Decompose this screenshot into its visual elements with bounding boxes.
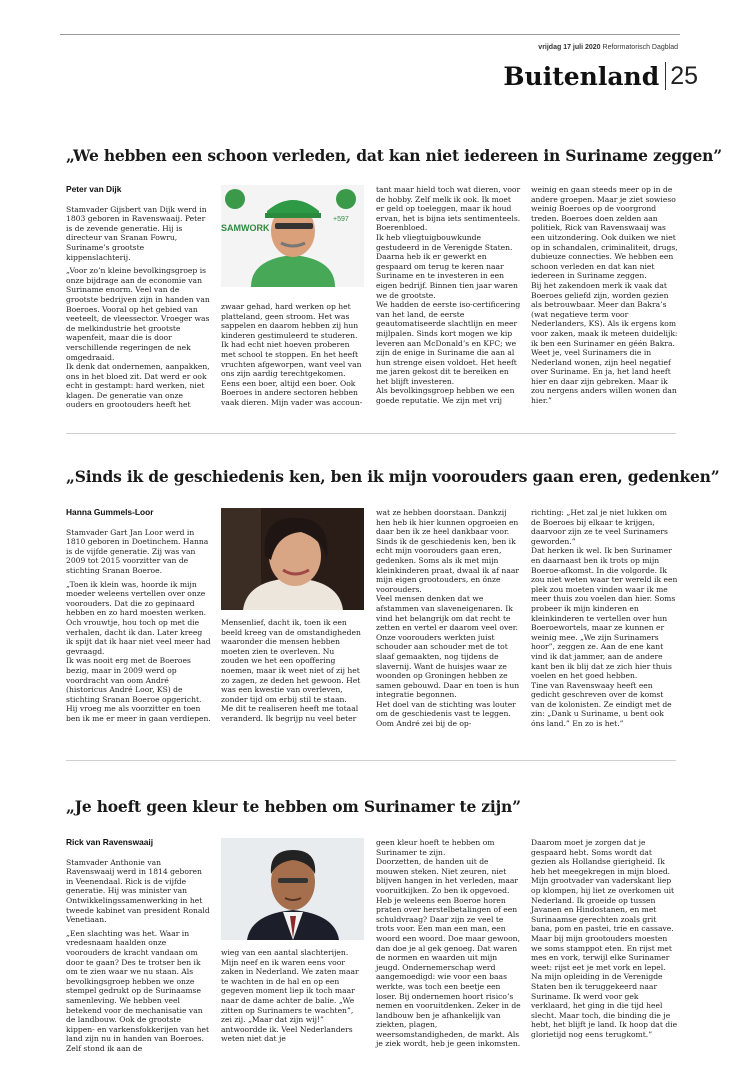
article-3-paragraph: Daarom moet je zorgen dat je gespaard hebt. Soms wordt dat gezien als Hollandse gierigheid. Ik heb het meegekregen in mijn bloed. (531, 838, 671, 876)
article-1-paragraph: We hadden de eerste iso-certificering van het land, de eerste geautomatiseerde slachtlijn en meer mijlpalen. Sinds kort mogen we kip leveren aan McDonald’s en KFC; we zijn de enige in Suriname die aan al hun strenge eisen voldoet. Het heeft me jaren gekost dit te bereiken en het blijft investeren. (376, 300, 521, 386)
article-1-col3 (376, 185, 521, 410)
article-2-col3 (376, 508, 521, 730)
article-divider (66, 433, 676, 434)
article-1-paragraph: Ik heb vliegtuigbouwkunde gestudeerd in de Verenigde Staten. Daarna heb ik er gewerkt en gespaard om terug te keren naar Suriname en te investeren in een eigen bedrijf. Binnen tien jaar waren we de grootste. (376, 232, 518, 300)
article-2-paragraph: Me dit te realiseren heeft me totaal veranderd. Ik begrijp nu veel beter (221, 704, 359, 723)
article-3-paragraph: Doorzetten, de handen uit de mouwen steken. Niet zeuren, niet blijven hangen in het verleden, maar vooruitkijken. Zo ben ik opgevoed. Heb je weleens een Boeroe horen praten over herstelbetalingen of een schuldvraag? Daar zijn ze veel te trots voor. Een man een man, een woord een woord. Doe maar gewoon, dan doe je al gek genoeg. Dat waren de normen en waarden uit mijn jeugd. Ondernemerschap werd aangemoedigd: wie voor een baas werkte, was toch een beetje een loser. Bij ondernemen hoort risico’s nemen en vooruitdenken. Zeker in de landbouw ben je afhankelijk van ziekten, plagen, weersomstandigheden, de markt. Als je ziek wordt, heb je geen inkomsten. (376, 857, 521, 1049)
article-1-intro: Stamvader Gijsbert van Dijk werd in 1803 geboren in Ravenswaaij. Peter is de zevende generatie. Hij is directeur van Sranan Fowru, Suriname’s grootste kippenslachterij. (66, 204, 207, 262)
article-3-paragraph: „Een slachting was het. Waar in vredesnaam haalden onze voorouders de kracht vandaan om door te gaan? Des te trotser ben ik om te zien waar we nu staan. Als bevolkingsgroep hebben we onze stempel gedrukt op de Surinaamse samenleving. We hebben veel betekend voor de mechanisatie van de landbouw. Ook de grootste kippen- en varkensfokkerijen van het land zijn nu in handen van Boeroes. Zelf stond ik aan de (66, 928, 210, 1053)
article-2-paragraph: Dat herken ik wel. Ik ben Surinamer en daarnaast ben ik trots op mijn Boeroe-afkomst. In die volgorde. Ik zou niet weten waar ter wereld ik een plek zou moeten vinden waar ik me meer thuis zou voelen dan hier. Soms probeer ik mijn kinderen en kleinkinderen te vertellen over hun Boeroewortels, maar ze kunnen er weinig mee. „We zijn Surinamers hoor”, zeggen ze. Aan de ene kant vind ik dat jammer, aan de andere kant ben ik blij dat ze zich hier thuis voelen en het goed hebben. (531, 546, 678, 681)
sign-lettering-phone: +597 (333, 216, 349, 223)
publication-name: Reformatorisch Dagblad (602, 44, 678, 51)
article-2-col4 (531, 508, 678, 730)
article-3-author: Rick van Ravenswaaij (66, 837, 154, 847)
article-1-photo (221, 185, 364, 287)
article-2-paragraph: wat ze hebben doorstaan. Dankzij hen heb ik hier kunnen opgroeien en daar ben ik ze heel dankbaar voor. Sinds ik de geschiedenis ken, ben ik echt mijn voorouders gaan eren, gedenken. Soms als ik met mijn kleinkinderen praat, dwaal ik af naar mijn eigen grootouders, en ónze voorouders. (376, 508, 520, 594)
article-2-intro: Stamvader Gart Jan Loor werd in 1810 geboren in Doetinchem. Hanna is de vijfde generatie. Zij was van 2009 tot 2015 voorzitter van de stichting Sranan Boeroe. (66, 527, 209, 575)
article-1-col4 (531, 185, 678, 410)
page-separator (665, 62, 666, 90)
article-1-paragraph: Bij het zakendoen merk ik vaak dat Boeroes geliefd zijn, worden gezien als betrouwbaar. Meer dan Bakra’s (wat negatieve term voor Nederlanders, KS). Als ik ergens kom voor zaken, maak ik meteen duidelijk: ik ben een Surinamer en géén Bakra. Weet je, veel Surinamers die in Nederland wonen, zijn heel negatief over Suriname. En ja, het land heeft hier en daar zijn gebreken. Maar ik zou nergens anders willen wonen dan hier.” (531, 280, 678, 406)
article-3-paragraph: Na mijn opleiding in de Verenigde Staten ben ik teruggekeerd naar Suriname. Ik werd voor gek verklaard, het ging in die tijd heel slecht. Maar toch, die binding die je hebt, het blijft je land. Ik hoop dat die glorietijd nog eens terugkomt.” (531, 972, 678, 1039)
article-2-col2 (221, 618, 364, 730)
issue-date: vrijdag 17 juli 2020 (538, 44, 601, 51)
article-2-paragraph: Ik was nooit erg met de Boeroes bezig, maar in 2009 werd op voordracht van oom André (historicus André Loor, KS) de stichting Sranan Boeroe opgericht. Hij vroeg me als voorzitter en toen ben ik me er meer in gaan verdiepen. (66, 656, 211, 723)
article-3-paragraph: geen kleur hoeft te hebben om Surinamer te zijn. (376, 838, 495, 857)
article-1-paragraph: „Voor zo’n kleine bevolkingsgroep is onze bijdrage aan de economie van Suriname enorm. Veel van de grootste bedrijven zijn in handen van Boeroes. Vooral op het gebied van veeteelt, de vleessector. Vroeger was de melkindustrie het grootste wapenfeit, maar die is door verschillende regeringen de nek omgedraaid. (66, 266, 210, 362)
page-number: 25 (670, 61, 698, 90)
article-3-col4 (531, 838, 678, 1040)
article-1-paragraph: Als bevolkingsgroep hebben we een goede reputatie. We zijn met vrij (376, 386, 515, 406)
article-2-photo (221, 508, 364, 610)
article-1-col2 (221, 302, 364, 410)
article-3-paragraph: wieg van een aantal slachterijen. Mijn neef en ik waren eens voor zaken in Nederland. We zaten maar te wachten in de hal en op een gegeven moment liep ik toch maar naar de dame achter de balie. „We zitten op Surinamers te wachten”, zei zij. „Maar dat zijn wij!” antwoordde ik. Veel Nederlanders weten niet dat je (221, 948, 359, 1044)
article-2-author: Hanna Gummels-Loor (66, 507, 154, 517)
article-1-col1 (66, 185, 211, 410)
article-3-col1 (66, 837, 211, 1053)
sign-lettering: SAMWORK (221, 223, 270, 233)
article-divider (66, 760, 676, 761)
section-title: Buitenland (503, 61, 660, 91)
article-1-author: Peter van Dijk (66, 184, 122, 194)
article-2-paragraph: Mensenlief, dacht ik, toen ik een beeld kreeg van de omstandigheden waaronder die mensen hebben moeten zien te overleven. Nu zouden we het een opoffering noemen, maar ik weet niet of zij het zo zagen, ze deden het gewoon. Het was een kwestie van overleven, zonder tijd om erbij stil te staan. (221, 618, 361, 704)
article-2-paragraph: „Toen ik klein was, hoorde ik mijn moeder weleens vertellen over onze voorouders. Dat die zo gepinaard hebben en zo hard moesten werken. Och vrouwtje, hou toch op met die verhalen, dacht ik dan. Later kreeg ik spijt dat ik haar niet veel meer had gevraagd. (66, 579, 211, 656)
article-1-paragraph: Ik denk dat ondernemen, aanpakken, ons in het bloed zit. Dat werd er ook echt in gestampt: hard werken, niet klagen. De generatie van onze ouders en grootouders heeft het (66, 362, 210, 410)
article-2-paragraph: Veel mensen denken dat we afstammen van slaveneigenaren. Ik vind het belangrijk om dat recht te zetten en vertel er daarom veel over. Onze voorouders werkten juist schouder aan schouder met de tot slaaf gemaakten, nog tijdens de slavernij. Want de huisjes waar ze woonden op Groningen hebben ze samen gebouwd. Daar en toen is hun integratie begonnen. (376, 594, 520, 700)
article-3-col2 (221, 948, 364, 1044)
dateline (538, 44, 678, 51)
section-header (503, 58, 698, 94)
article-2-col1 (66, 508, 211, 730)
article-3-intro: Stamvader Anthonie van Ravenswaaij werd in 1814 geboren in Veenendaal. Rick is de vijfde generatie. Hij was minister van Ontwikkelingssamenwerking in het tweede kabinet van president Ronald Venetiaan. (66, 857, 210, 925)
article-2-paragraph: Tine van Ravenswaay heeft een gedicht geschreven over de komst van de kolonisten. Ze eindigt met de zin: „Dank u Suriname, u bent ook óns land.” En zo is het.” (531, 680, 672, 729)
article-3-paragraph: Mijn grootvader van vaderskant liep op klompen, hij liet ze overkomen uit Nederland. Ik groeide op tussen Javanen en Hindostanen, en met Surinaamse gerechten zoals grit bana, pom en pastei, trie en cassave. Maar bij mijn grootouders moesten we soms stamppot eten. En rijst met mes en vork, terwijl elke Surinamer weet: rijst eet je met vork en lepel. (531, 876, 675, 972)
article-3-col3 (376, 838, 521, 1049)
article-3-headline: „Je hoeft geen kleur te hebben om Surinamer te zijn” (66, 797, 521, 816)
article-2-paragraph: richting: „Het zal je niet lukken om de Boeroes bij elkaar te krijgen, daarvoor zijn ze te veel Surinamers geworden.” (531, 508, 668, 546)
article-1-paragraph: zwaar gehad, hard werken op het platteland, geen stroom. Het was sappelen en daarom hebben zij hun kinderen gestimuleerd te studeren. Ik had echt niet hoeven proberen met school te stoppen. En het heeft vruchten afgeworpen, want veel van ons zijn aardig terechtgekomen. Eens een boer, altijd een boer. Ook Boeroes in andere sectoren hebben vaak dieren. Mijn vader was accoun- (221, 302, 363, 407)
article-1-paragraph: tant maar hield toch wat dieren, voor de hobby. Zelf melk ik ook. Ik moet er geld op toeleggen, maar ik houd ervan, het is bijna iets sentimenteels. Boerenbloed. (376, 185, 521, 233)
top-rule (60, 34, 680, 35)
article-2-paragraph: Het doel van de stichting was louter om de geschiedenis vast te leggen. Oom André zei bij de op- (376, 699, 516, 729)
article-3-photo (221, 838, 364, 940)
article-1-paragraph: weinig en gaan steeds meer op in de andere groepen. Maar je ziet sowieso weinig Boeroes op de voorgrond treden. Boeroes doen zelden aan politiek, Rick van Ravenswaaij was een uitzondering. Ook duiken we niet op in schandalen, criminaliteit, drugs, dubieuze connecties. We hebben een schoon verleden en dat kan niet iedereen in Suriname zeggen. (531, 185, 678, 281)
article-2-headline: „Sinds ik de geschiedenis ken, ben ik mijn voorouders gaan eren, gedenken” (66, 467, 720, 486)
article-1-headline: „We hebben een schoon verleden, dat kan niet iedereen in Suriname zeggen” (66, 146, 722, 165)
